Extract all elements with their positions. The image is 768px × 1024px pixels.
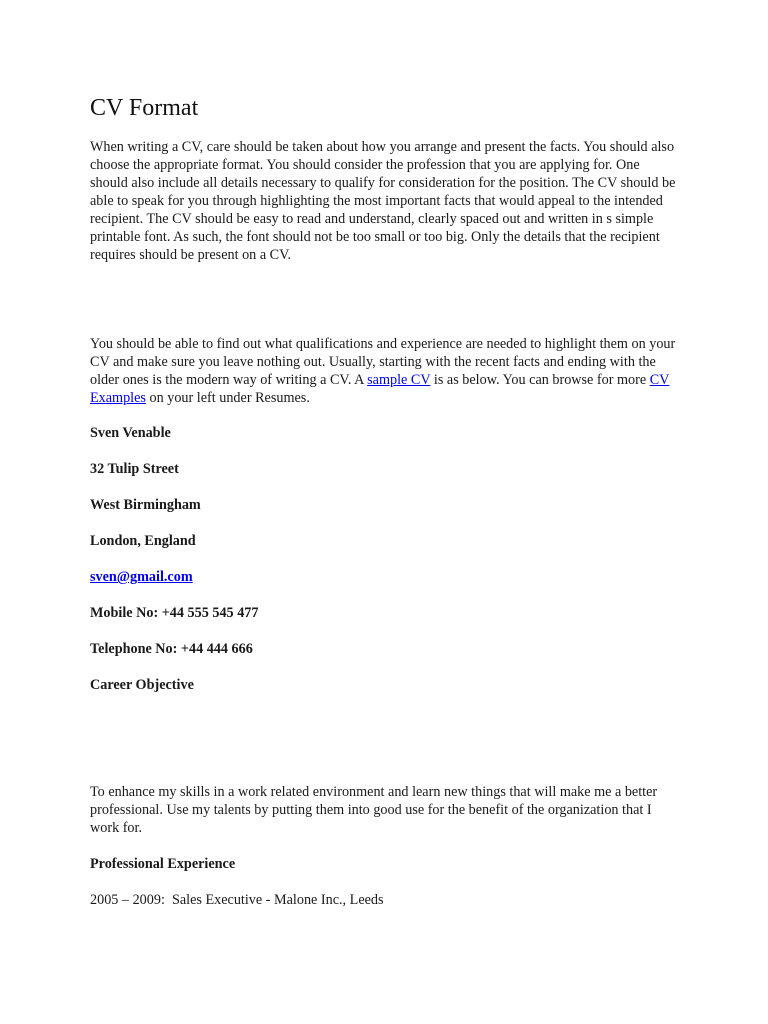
contact-mobile: Mobile No: +44 555 545 477: [90, 605, 259, 621]
experience-item: 2005 – 2009: Sales Executive - Malone Inc., Leeds: [90, 892, 384, 908]
qualifications-paragraph: [90, 335, 680, 407]
contact-name: Sven Venable: [90, 425, 171, 441]
contact-street: 32 Tulip Street: [90, 461, 179, 477]
contact-telephone: Telephone No: +44 444 666: [90, 641, 253, 657]
intro-paragraph: When writing a CV, care should be taken about how you arrange and present the facts. You should also choose the appropriate format. You should consider the profession that you are applying for. One should also include all details necessary to qualify for consideration for the position. The CV should be able to speak for you through highlighting the most important facts that would appeal to the intended recipient. The CV should be easy to read and understand, clearly spaced out and written in s simple printable font. As such, the font should not be too small or too big. Only the details that the recipient requires should be present on a CV.: [90, 139, 676, 263]
cv-examples-link[interactable]: CV Examples: [90, 372, 670, 406]
page-title: CV Format: [90, 95, 199, 121]
experience-heading: Professional Experience: [90, 856, 236, 872]
career-objective-text: To enhance my skills in a work related environment and learn new things that will make me a better professional. Use my talents by putting them into good use for the benefit of the organization that I work for.: [90, 784, 658, 836]
career-objective-heading: Career Objective: [90, 677, 194, 693]
qualifications-text-3: on your left under Resumes.: [145, 390, 310, 406]
qualifications-text-1: You should be able to find out what qualifications and experience are needed to highlight them on your CV and make sure you leave nothing out. Usually, starting with the recent facts and ending with the older ones is the modern way of writing a CV. A: [90, 336, 676, 388]
contact-area: West Birmingham: [90, 497, 201, 513]
sample-cv-link[interactable]: sample CV: [367, 372, 431, 388]
qualifications-text-2: is as below. You can browse for more: [430, 372, 650, 388]
contact-city: London, England: [90, 533, 196, 549]
email-link[interactable]: sven@gmail.com: [90, 569, 193, 585]
